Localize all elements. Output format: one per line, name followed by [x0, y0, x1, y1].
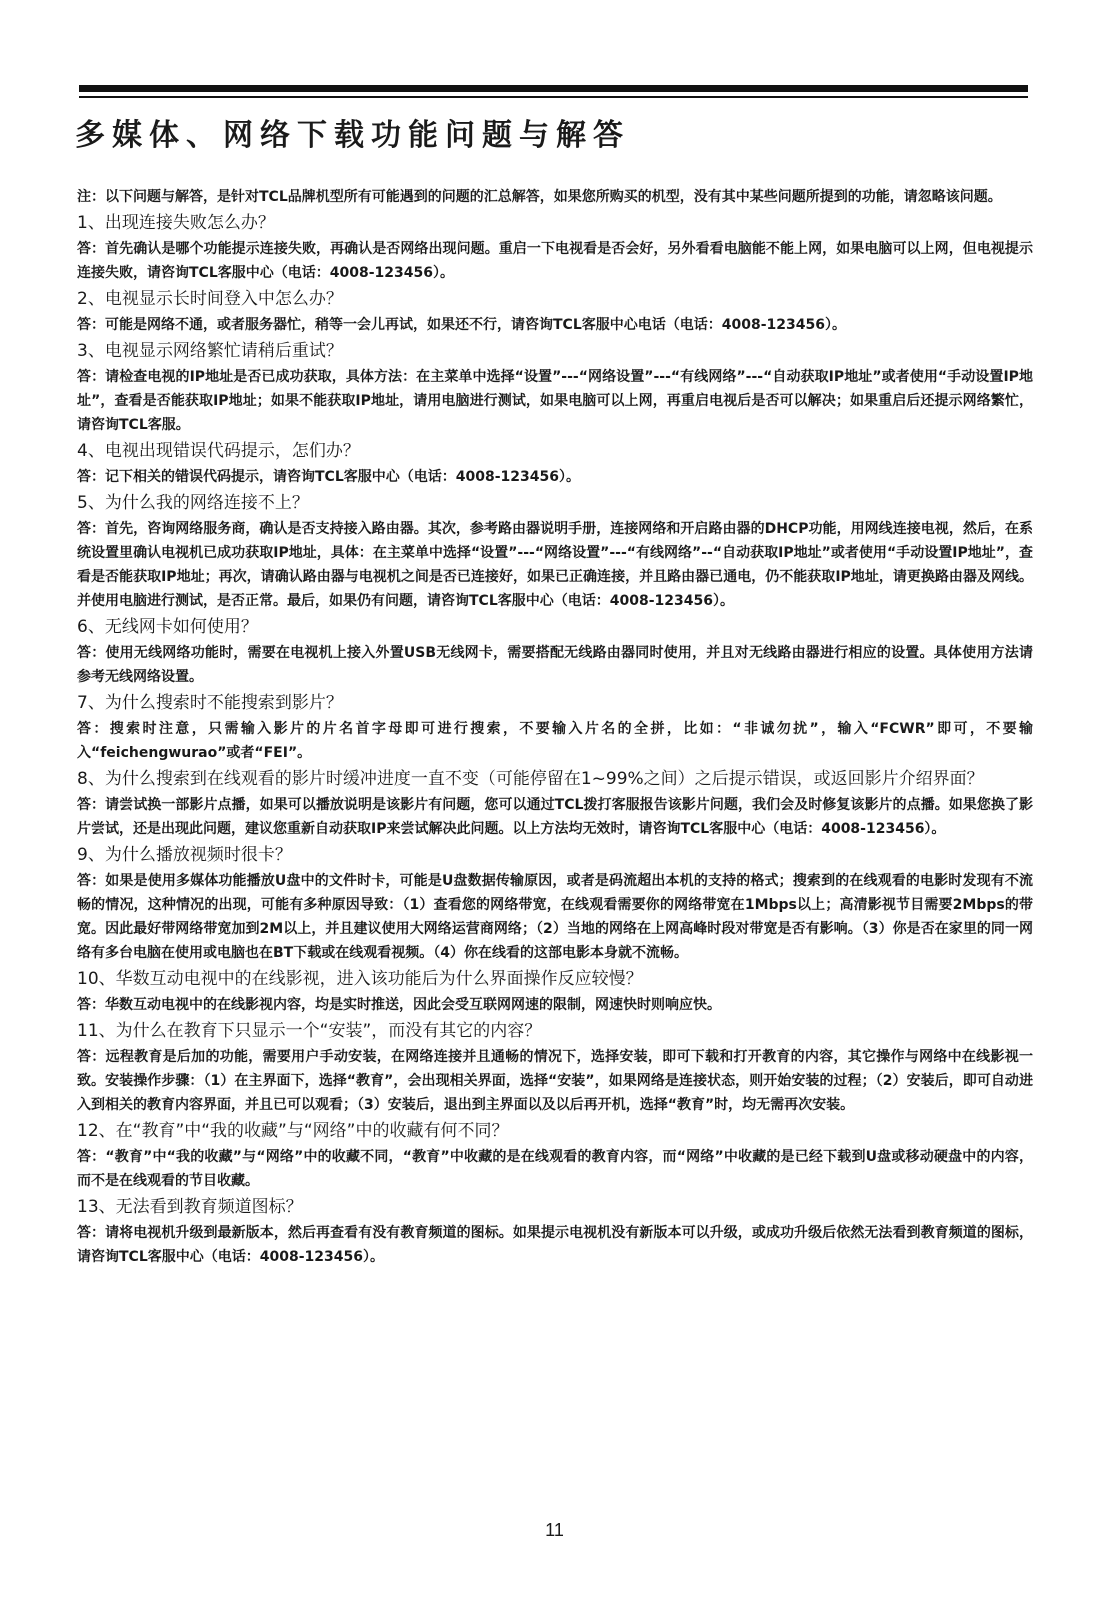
faq-item: [77, 489, 1033, 613]
faq-question: 9、为什么播放视频时很卡？: [77, 845, 292, 865]
faq-answer: 答：远程教育是后加的功能，需要用户手动安装，在网络连接并且通畅的情况下，选择安装，即可下载和打开教育的内容，其它操作与网络中在线影视一致。安装操作步骤：（1）在主界面下，选择“教育”，会出现相关界面，选择“安装”，如果网络是连接状态，则开始安装的过程；（2）安装后，即可自动进入到相关的教育内容界面，并且已可以观看；（3）安装后，退出到主界面以及以后再开机，选择“教育”时，均无需再次安装。: [77, 1049, 1033, 1113]
faq-answer: 答：搜索时注意，只需输入影片的片名首字母即可进行搜索，不要输入片名的全拼，比如：“非诚勿扰”，输入“FCWR”即可，不要输入“feichengwurao”或者“FEI”。: [77, 721, 1033, 761]
faq-question: 5、为什么我的网络连接不上？: [77, 493, 309, 513]
header-rule-thin: [79, 96, 1028, 98]
page-number: 11: [545, 1520, 564, 1540]
faq-item: [77, 689, 1033, 765]
faq-answer: 答：请将电视机升级到最新版本，然后再查看有没有教育频道的图标。如果提示电视机没有新版本可以升级，或成功升级后依然无法看到教育频道的图标，请咨询TCL客服中心（电话：4008-123456）。: [77, 1225, 1033, 1265]
faq-item: [77, 209, 1033, 285]
faq-question: 3、电视显示网络繁忙请稍后重试？: [77, 341, 343, 361]
page-title: 多媒体、网络下载功能问题与解答: [75, 118, 630, 153]
faq-answer: 答：首先，咨询网络服务商，确认是否支持接入路由器。其次，参考路由器说明手册，连接网络和开启路由器的DHCP功能，用网线连接电视，然后，在系统设置里确认电视机已成功获取IP地址，具体：在主菜单中选择“设置”---“网络设置”---“有线网络”--“自动获取IP地址”或者使用“手动设置IP地址”，查看是否能获取IP地址；再次，请确认路由器与电视机之间是否已连接好，如果已正确连接，并且路由器已通电，仍不能获取IP地址，请更换路由器及网线。并使用电脑进行测试，是否正常。最后，如果仍有问题，请咨询TCL客服中心（电话：4008-123456）。: [77, 521, 1033, 609]
faq-answer: 答：请尝试换一部影片点播，如果可以播放说明是该影片有问题，您可以通过TCL拨打客服报告该影片问题，我们会及时修复该影片的点播。如果您换了影片尝试，还是出现此问题，建议您重新自动获取IP来尝试解决此问题。以上方法均无效时，请咨询TCL客服中心（电话：4008-123456）。: [77, 797, 1033, 837]
faq-item: [77, 1117, 1033, 1193]
faq-item: [77, 765, 1033, 841]
faq-question: 1、出现连接失败怎么办？: [77, 213, 275, 233]
faq-question: 10、华数互动电视中的在线影视，进入该功能后为什么界面操作反应较慢？: [77, 969, 643, 989]
faq-item: [77, 1017, 1033, 1117]
faq-question: 7、为什么搜索时不能搜索到影片？: [77, 693, 343, 713]
faq-answer: 答：华数互动电视中的在线影视内容，均是实时推送，因此会受互联网网速的限制，网速快时则响应快。: [77, 997, 721, 1013]
faq-answer: 答：请检查电视的IP地址是否已成功获取，具体方法：在主菜单中选择“设置”---“网络设置”---“有线网络”---“自动获取IP地址”或者使用“手动设置IP地址”，查看是否能获取IP地址；如果不能获取IP地址，请用电脑进行测试，如果电脑可以上网，再重启电视后是否可以解决；如果重启后还提示网络繁忙，请咨询TCL客服。: [77, 369, 1033, 433]
faq-item: [77, 965, 1033, 1017]
faq-question: 4、电视出现错误代码提示，怎们办？: [77, 441, 360, 461]
faq-answer: 答：记下相关的错误代码提示，请咨询TCL客服中心（电话：4008-123456）。: [77, 469, 580, 485]
header-rule-thick: [79, 85, 1028, 92]
faq-item: [77, 841, 1033, 965]
faq-question: 2、电视显示长时间登入中怎么办？: [77, 289, 343, 309]
faq-answer: 答：使用无线网络功能时，需要在电视机上接入外置USB无线网卡，需要搭配无线路由器同时使用，并且对无线路由器进行相应的设置。具体使用方法请参考无线网络设置。: [77, 645, 1033, 685]
faq-item: [77, 337, 1033, 437]
faq-answer: 答：可能是网络不通，或者服务器忙，稍等一会儿再试，如果还不行，请咨询TCL客服中心电话（电话：4008-123456）。: [77, 317, 846, 333]
faq-content: [77, 185, 1033, 1269]
faq-answer: 答：如果是使用多媒体功能播放U盘中的文件时卡，可能是U盘数据传输原因，或者是码流超出本机的支持的格式；搜索到的在线观看的电影时发现有不流畅的情况，这种情况的出现，可能有多种原因导致：（1）查看您的网络带宽，在线观看需要你的网络带宽在1Mbps以上；高清影视节目需要2Mbps的带宽。因此最好带网络带宽加到2M以上，并且建议使用大网络运营商网络；（2）当地的网络在上网高峰时段对带宽是否有影响。（3）你是否在家里的同一网络有多台电脑在使用或电脑也在BT下载或在线观看视频。（4）你在线看的这部电影本身就不流畅。: [77, 873, 1033, 961]
faq-answer: 答：首先确认是哪个功能提示连接失败，再确认是否网络出现问题。重启一下电视看是否会好，另外看看电脑能不能上网，如果电脑可以上网，但电视提示连接失败，请咨询TCL客服中心（电话：4008-123456）。: [77, 241, 1033, 281]
faq-question: 13、无法看到教育频道图标？: [77, 1197, 303, 1217]
faq-item: [77, 1193, 1033, 1269]
faq-answer: 答：“教育”中“我的收藏”与“网络”中的收藏不同，“教育”中收藏的是在线观看的教育内容，而“网络”中收藏的是已经下载到U盘或移动硬盘中的内容，而不是在线观看的节目收藏。: [77, 1149, 1033, 1189]
intro-note: 注：以下问题与解答，是针对TCL品牌机型所有可能遇到的问题的汇总解答，如果您所购买的机型，没有其中某些问题所提到的功能，请忽略该问题。: [77, 189, 1002, 205]
faq-item: [77, 613, 1033, 689]
faq-question: 11、为什么在教育下只显示一个“安装”，而没有其它的内容？: [77, 1021, 542, 1041]
faq-item: [77, 437, 1033, 489]
faq-question: 12、在“教育”中“我的收藏”与“网络”中的收藏有何不同？: [77, 1121, 509, 1141]
faq-item: [77, 285, 1033, 337]
faq-question: 8、为什么搜索到在线观看的影片时缓冲进度一直不变（可能停留在1~99%之间）之后提示错误，或返回影片介绍界面？: [77, 769, 984, 789]
faq-question: 6、无线网卡如何使用？: [77, 617, 258, 637]
